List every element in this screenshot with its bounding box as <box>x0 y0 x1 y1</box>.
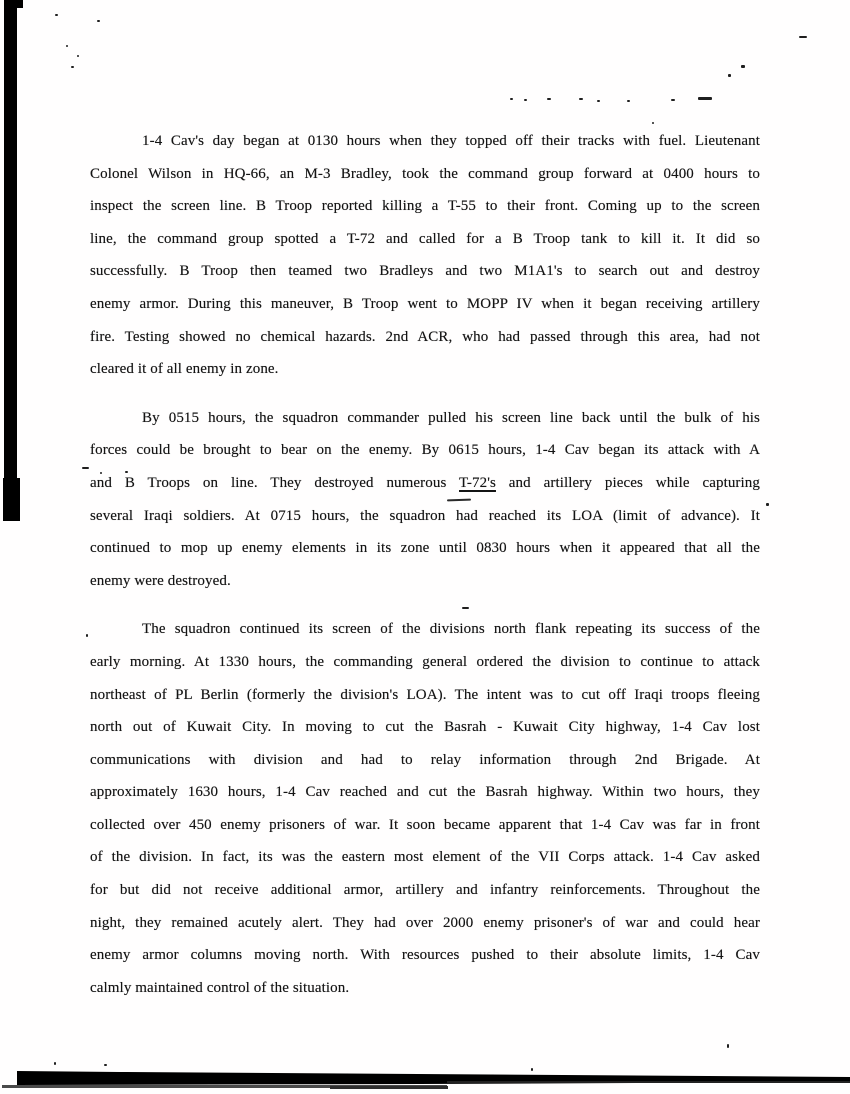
scan-speck <box>54 1062 56 1065</box>
text-line: several Iraqi soldiers. At 0715 hours, the squadron had reached its LOA (limit of advance). It <box>90 507 760 524</box>
text-line: calmly maintained control of the situation. <box>90 979 350 996</box>
paragraph-1 <box>90 125 760 386</box>
scan-speck <box>100 472 102 474</box>
document-text-block <box>90 125 760 1004</box>
text-line: early morning. At 1330 hours, the commanding general ordered the division to continue to attack <box>90 653 760 670</box>
scan-speck <box>547 98 551 100</box>
text-line: continued to mop up enemy elements in its zone until 0830 hours when it appeared that all the <box>90 540 760 557</box>
text-segment: and B Troops on line. They destroyed numerous <box>90 474 460 491</box>
text-line: northeast of PL Berlin (formerly the division's LOA). The intent was to cut off Iraqi troops fleeing <box>90 686 760 703</box>
scan-speck <box>766 503 769 506</box>
scan-speck <box>531 1068 533 1071</box>
text-line: By 0515 hours, the squadron commander pulled his screen line back until the bulk of his <box>142 409 760 426</box>
scan-speck <box>524 99 527 101</box>
left-scan-bar <box>4 0 17 481</box>
underlined-text: T-72's <box>459 474 496 491</box>
paragraph-3 <box>90 613 760 1004</box>
text-line: The squadron continued its screen of the divisions north flank repeating its success of the <box>142 621 760 638</box>
scan-speck <box>727 1044 729 1048</box>
scan-speck <box>741 65 745 68</box>
left-scan-bar-wide-section <box>3 478 20 521</box>
text-line: fire. Testing showed no chemical hazards. 2nd ACR, who had passed through this area, had not <box>90 328 760 345</box>
text-line: communications with division and had to relay information through 2nd Brigade. At <box>90 751 760 768</box>
scan-speck <box>462 607 469 609</box>
scan-speck <box>698 97 712 100</box>
text-line <box>90 467 760 500</box>
scan-speck <box>510 98 513 100</box>
text-line: 1-4 Cav's day began at 0130 hours when they topped off their tracks with fuel. Lieutenant <box>142 133 760 149</box>
scan-speck <box>97 20 100 22</box>
scan-speck <box>125 471 128 473</box>
scan-speck <box>799 36 807 38</box>
scan-speck <box>579 98 583 100</box>
text-line: cleared it of all enemy in zone. <box>90 361 279 378</box>
scan-speck <box>671 99 675 101</box>
text-line: enemy armor. During this maneuver, B Troop went to MOPP IV when it began receiving artillery <box>90 295 760 312</box>
scan-speck <box>104 1064 107 1066</box>
paragraph-2 <box>90 402 760 598</box>
scan-speck <box>627 100 630 102</box>
scan-speck <box>55 14 58 16</box>
text-line: enemy were destroyed. <box>90 572 231 589</box>
text-line: night, they remained acutely alert. They had over 2000 enemy prisoner's of war and could hear <box>90 914 760 931</box>
text-line: line, the command group spotted a T-72 and called for a B Troop tank to kill it. It did so <box>90 230 760 247</box>
scan-speck <box>77 55 79 57</box>
scan-speck <box>82 467 89 469</box>
text-line: inspect the screen line. B Troop reported killing a T-55 to their front. Coming up to the screen <box>90 198 760 215</box>
scan-speck <box>66 45 68 47</box>
scan-speck <box>86 634 88 637</box>
bottom-scan-bar <box>0 1064 850 1094</box>
text-line: forces could be brought to bear on the enemy. By 0615 hours, 1-4 Cav began its attack with A <box>90 442 760 459</box>
scan-speck <box>71 66 74 68</box>
text-line: of the division. In fact, its was the eastern most element of the VII Corps attack. 1-4 Cav asked <box>90 849 760 866</box>
scan-speck <box>597 100 600 102</box>
text-line: for but did not receive additional armor, artillery and infantry reinforcements. Throughout the <box>90 882 760 899</box>
left-scan-bar-notch <box>17 0 23 8</box>
text-line: approximately 1630 hours, 1-4 Cav reached and cut the Basrah highway. Within two hours, they <box>90 784 760 801</box>
text-line: north out of Kuwait City. In moving to cut the Basrah - Kuwait City highway, 1-4 Cav lost <box>90 719 760 736</box>
text-line: Colonel Wilson in HQ-66, an M-3 Bradley, took the command group forward at 0400 hours to <box>90 165 760 182</box>
text-line: successfully. B Troop then teamed two Bradleys and two M1A1's to search out and destroy <box>90 263 760 280</box>
scan-speck <box>652 122 654 124</box>
text-line: collected over 450 enemy prisoners of war. It soon became apparent that 1-4 Cav was far in front <box>90 816 760 833</box>
text-segment: and artillery pieces while capturing <box>495 474 760 491</box>
scan-speck <box>728 74 731 77</box>
text-line: enemy armor columns moving north. With resources pushed to their absolute limits, 1-4 Cav <box>90 947 760 964</box>
